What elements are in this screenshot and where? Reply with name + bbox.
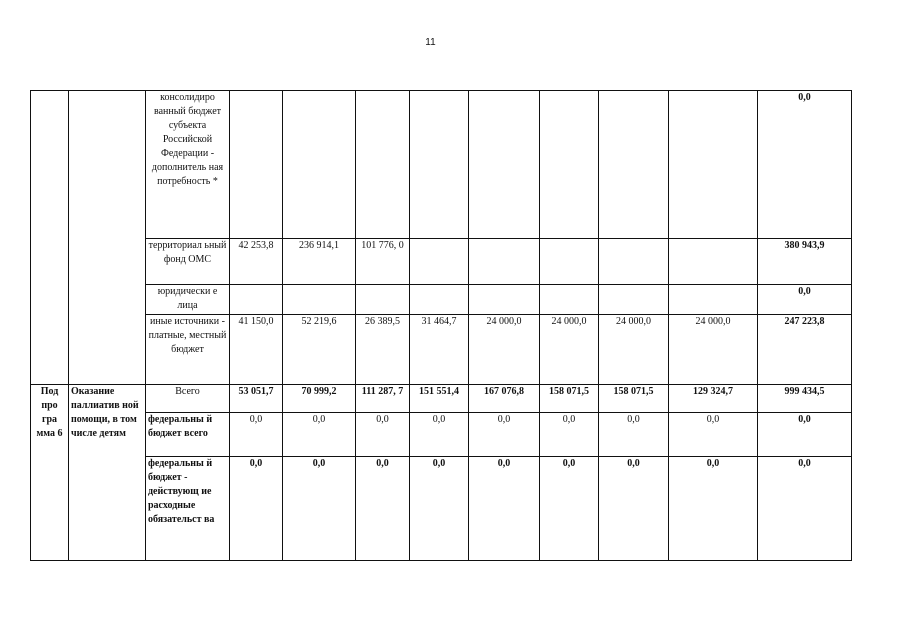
year-value <box>540 239 599 285</box>
year-value: 24 000,0 <box>599 315 669 385</box>
year-value <box>469 239 540 285</box>
year-value: 111 287, 7 <box>356 385 410 413</box>
year-value: 42 253,8 <box>230 239 283 285</box>
table-row <box>31 457 852 561</box>
year-value <box>469 285 540 315</box>
year-value: 158 071,5 <box>599 385 669 413</box>
table-row <box>31 285 852 315</box>
year-value <box>599 285 669 315</box>
year-value: 0,0 <box>230 413 283 457</box>
table-row <box>31 239 852 285</box>
year-value: 151 551,4 <box>410 385 469 413</box>
table-row <box>31 315 852 385</box>
total-value: 380 943,9 <box>758 239 852 285</box>
funding-source: юридически е лица <box>146 285 230 315</box>
year-value <box>356 91 410 239</box>
year-value: 24 000,0 <box>540 315 599 385</box>
year-value: 0,0 <box>669 457 758 561</box>
total-value: 0,0 <box>758 457 852 561</box>
year-value <box>669 285 758 315</box>
year-value: 52 219,6 <box>283 315 356 385</box>
table-row <box>31 413 852 457</box>
table-body <box>31 91 852 561</box>
year-value: 0,0 <box>469 457 540 561</box>
year-value <box>540 285 599 315</box>
funding-source: Всего <box>146 385 230 413</box>
total-value: 0,0 <box>758 285 852 315</box>
year-value: 236 914,1 <box>283 239 356 285</box>
program-funding-table <box>30 90 852 561</box>
program-code-cell <box>31 91 69 385</box>
year-value <box>410 239 469 285</box>
year-value <box>669 91 758 239</box>
year-value: 0,0 <box>469 413 540 457</box>
year-value <box>540 91 599 239</box>
year-value <box>410 285 469 315</box>
year-value: 129 324,7 <box>669 385 758 413</box>
year-value <box>356 285 410 315</box>
year-value <box>230 285 283 315</box>
year-value: 158 071,5 <box>540 385 599 413</box>
year-value: 70 999,2 <box>283 385 356 413</box>
year-value <box>283 285 356 315</box>
table-row <box>31 385 852 413</box>
year-value <box>469 91 540 239</box>
year-value <box>599 239 669 285</box>
funding-source: консолидиро ванный бюджет субъекта Российской Федерации - дополнитель ная потребность * <box>146 91 230 239</box>
page-number: 11 <box>425 37 436 48</box>
year-value: 0,0 <box>669 413 758 457</box>
funding-source: иные источники - платные, местный бюджет <box>146 315 230 385</box>
year-value: 0,0 <box>283 457 356 561</box>
total-value: 0,0 <box>758 413 852 457</box>
year-value <box>410 91 469 239</box>
year-value: 53 051,7 <box>230 385 283 413</box>
year-value: 0,0 <box>410 457 469 561</box>
year-value: 0,0 <box>356 413 410 457</box>
year-value: 24 000,0 <box>669 315 758 385</box>
program-name-cell <box>69 91 146 385</box>
year-value: 0,0 <box>540 413 599 457</box>
year-value: 0,0 <box>599 413 669 457</box>
year-value: 167 076,8 <box>469 385 540 413</box>
table-row <box>31 91 852 239</box>
year-value: 0,0 <box>283 413 356 457</box>
year-value: 31 464,7 <box>410 315 469 385</box>
year-value <box>230 91 283 239</box>
year-value: 24 000,0 <box>469 315 540 385</box>
year-value: 0,0 <box>356 457 410 561</box>
year-value <box>669 239 758 285</box>
year-value: 41 150,0 <box>230 315 283 385</box>
funding-source: территориал ьный фонд ОМС <box>146 239 230 285</box>
funding-source: федеральны й бюджет - действующ ие расходные обязательст ва <box>146 457 230 561</box>
total-value: 0,0 <box>758 91 852 239</box>
total-value: 999 434,5 <box>758 385 852 413</box>
year-value: 26 389,5 <box>356 315 410 385</box>
year-value: 101 776, 0 <box>356 239 410 285</box>
total-value: 247 223,8 <box>758 315 852 385</box>
funding-source: федеральны й бюджет всего <box>146 413 230 457</box>
year-value: 0,0 <box>540 457 599 561</box>
year-value: 0,0 <box>410 413 469 457</box>
year-value: 0,0 <box>599 457 669 561</box>
subprogram-name: Оказание паллиатив ной помощи, в том числе детям <box>69 385 146 561</box>
year-value <box>283 91 356 239</box>
subprogram-label: Под про гра мма 6 <box>31 385 69 561</box>
year-value: 0,0 <box>230 457 283 561</box>
year-value <box>599 91 669 239</box>
